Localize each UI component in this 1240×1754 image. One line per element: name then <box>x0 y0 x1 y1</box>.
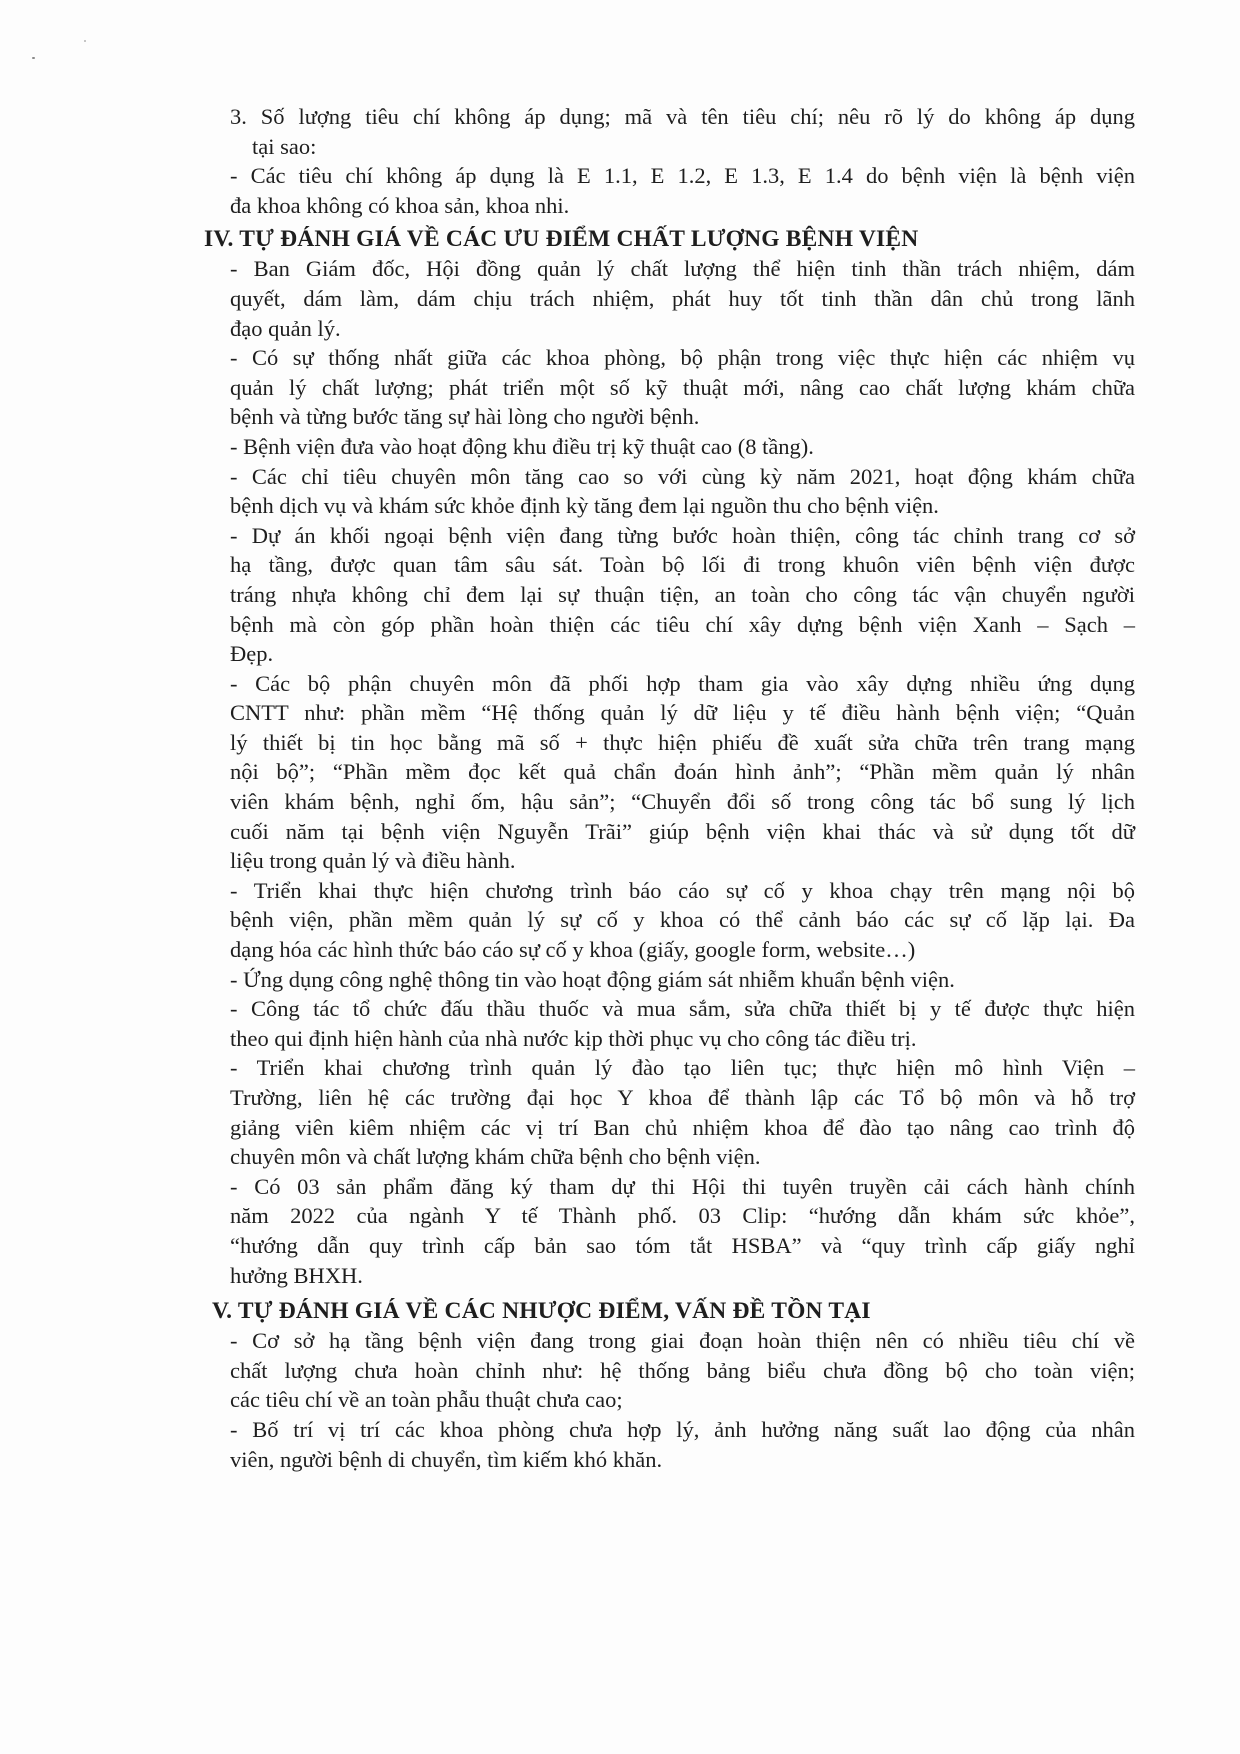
text-line: bệnh và từng bước tăng sự hài lòng cho người bệnh. <box>230 404 700 430</box>
text-line: tráng nhựa không chỉ đem lại sự thuận tiện, an toàn cho công tác vận chuyển người <box>230 581 1135 607</box>
text-line: liệu trong quản lý và điều hành. <box>230 848 516 874</box>
paragraph <box>230 994 1135 1053</box>
text-line: bệnh dịch vụ và khám sức khỏe định kỳ tăng đem lại nguồn thu cho bệnh viện. <box>230 493 939 519</box>
text-line: - Triển khai thực hiện chương trình báo cáo sự cố y khoa chạy trên mạng nội bộ <box>230 877 1135 903</box>
text-line: Trường, liên hệ các trường đại học Y khoa để thành lập các Tổ bộ môn và hỗ trợ <box>230 1085 1135 1110</box>
text-line: CNTT như: phần mềm “Hệ thống quản lý dữ liệu y tế điều hành bệnh viện; “Quản <box>230 700 1135 726</box>
text-line: Đẹp. <box>230 641 274 667</box>
text-line: - Triển khai chương trình quản lý đào tạo liên tục; thực hiện mô hình Viện – <box>230 1055 1135 1081</box>
paragraph <box>230 432 1135 462</box>
paragraph <box>230 343 1135 432</box>
text-line: hưởng BHXH. <box>230 1262 363 1288</box>
text-line: - Có sự thống nhất giữa các khoa phòng, bộ phận trong việc thực hiện các nhiệm vụ <box>230 345 1135 371</box>
paragraph <box>230 1326 1135 1415</box>
text-line: 3. Số lượng tiêu chí không áp dụng; mã và tên tiêu chí; nêu rõ lý do không áp dụng <box>230 104 1135 129</box>
text-line: “hướng dẫn quy trình cấp bản sao tóm tắt HSBA” và “quy trình cấp giấy nghỉ <box>230 1232 1135 1258</box>
text-line: đa khoa không có khoa sản, khoa nhi. <box>230 192 570 218</box>
section-heading: IV. TỰ ĐÁNH GIÁ VỀ CÁC ƯU ĐIỂM CHẤT LƯỢNG BỆNH VIỆN <box>204 226 919 253</box>
text-line: - Các chỉ tiêu chuyên môn tăng cao so với cùng kỳ năm 2021, hoạt động khám chữa <box>230 463 1135 489</box>
section-heading: V. TỰ ĐÁNH GIÁ VỀ CÁC NHƯỢC ĐIỂM, VẤN ĐỀ TỒN TẠI <box>212 1298 871 1325</box>
paragraph <box>230 521 1135 669</box>
text-line: - Các tiêu chí không áp dụng là E 1.1, E 1.2, E 1.3, E 1.4 do bệnh viện là bệnh viện <box>230 163 1135 189</box>
scan-speck <box>84 40 86 42</box>
text-line: - Bệnh viện đưa vào hoạt động khu điều trị kỹ thuật cao (8 tầng). <box>230 433 814 459</box>
text-line: chuyên môn và chất lượng khám chữa bệnh cho bệnh viện. <box>230 1144 761 1170</box>
text-line: năm 2022 của ngành Y tế Thành phố. 03 Clip: “hướng dẫn khám sức khỏe”, <box>230 1203 1135 1229</box>
paragraph <box>230 254 1135 343</box>
text-line: cuối năm tại bệnh viện Nguyễn Trãi” giúp bệnh viện khai thác và sử dụng tốt dữ <box>230 818 1135 844</box>
numbered-item <box>230 102 1135 161</box>
text-line: bệnh mà còn góp phần hoàn thiện các tiêu chí xây dựng bệnh viện Xanh – Sạch – <box>230 611 1135 637</box>
text-line: - Bố trí vị trí các khoa phòng chưa hợp lý, ảnh hưởng năng suất lao động của nhân <box>230 1416 1135 1442</box>
text-line: viên, người bệnh di chuyển, tìm kiếm khó khăn. <box>230 1446 663 1472</box>
text-line: lý thiết bị tin học bằng mã số + thực hiện phiếu đề xuất sửa chữa trên trang mạng <box>230 729 1135 755</box>
text-line: bệnh viện, phần mềm quản lý sự cố y khoa có thể cảnh báo các sự cố lặp lại. Đa <box>230 907 1135 933</box>
paragraph <box>230 462 1135 521</box>
paragraph <box>230 876 1135 965</box>
text-line: hạ tầng, được quan tâm sâu sát. Toàn bộ lối đi trong khuôn viên bệnh viện được <box>230 552 1135 578</box>
text-line: giảng viên kiêm nhiệm các vị trí Ban chủ nhiệm khoa để đào tạo nâng cao trình độ <box>230 1114 1135 1140</box>
text-line: nội bộ”; “Phần mềm đọc kết quả chẩn đoán hình ảnh”; “Phần mềm quản lý nhân <box>230 759 1135 785</box>
text-line: các tiêu chí về an toàn phẫu thuật chưa cao; <box>230 1387 623 1413</box>
paragraph <box>230 1415 1135 1474</box>
text-line: - Các bộ phận chuyên môn đã phối hợp tham gia vào xây dựng nhiều ứng dụng <box>230 670 1135 696</box>
paragraph <box>230 669 1135 876</box>
text-line: - Ban Giám đốc, Hội đồng quản lý chất lượng thể hiện tinh thần trách nhiệm, dám <box>230 256 1135 282</box>
scan-speck <box>32 57 35 59</box>
text-line: đạo quản lý. <box>230 315 341 341</box>
text-line: dạng hóa các hình thức báo cáo sự cố y khoa (giấy, google form, website…) <box>230 937 916 963</box>
paragraph <box>230 1053 1135 1171</box>
text-line: quyết, dám làm, dám chịu trách nhiệm, phát huy tốt tinh thần dân chủ trong lãnh <box>230 285 1135 311</box>
paragraph <box>230 1172 1135 1290</box>
text-line: theo qui định hiện hành của nhà nước kịp thời phục vụ cho công tác điều trị. <box>230 1025 917 1051</box>
text-line: - Dự án khối ngoại bệnh viện đang từng bước hoàn thiện, công tác chỉnh trang cơ sở <box>230 522 1135 548</box>
paragraph <box>230 161 1135 220</box>
text-line: viên khám bệnh, nghỉ ốm, hậu sản”; “Chuyển đổi số trong công tác bổ sung lý lịch <box>230 789 1135 815</box>
document-body <box>204 102 1135 1474</box>
text-line: chất lượng chưa hoàn chỉnh như: hệ thống bảng biểu chưa đồng bộ cho toàn viện; <box>230 1357 1135 1383</box>
text-line: - Công tác tổ chức đấu thầu thuốc và mua sắm, sửa chữa thiết bị y tế được thực hiện <box>230 996 1135 1022</box>
text-line: tại sao: <box>252 133 317 159</box>
paragraph <box>230 965 1135 995</box>
text-line: - Ứng dụng công nghệ thông tin vào hoạt động giám sát nhiễm khuẩn bệnh viện. <box>230 966 955 992</box>
text-line: quản lý chất lượng; phát triển một số kỹ thuật mới, nâng cao chất lượng khám chữa <box>230 374 1135 400</box>
text-line: - Cơ sở hạ tầng bệnh viện đang trong giai đoạn hoàn thiện nên có nhiều tiêu chí về <box>230 1328 1135 1354</box>
text-line: - Có 03 sản phẩm đăng ký tham dự thi Hội thi tuyên truyền cải cách hành chính <box>230 1173 1135 1199</box>
